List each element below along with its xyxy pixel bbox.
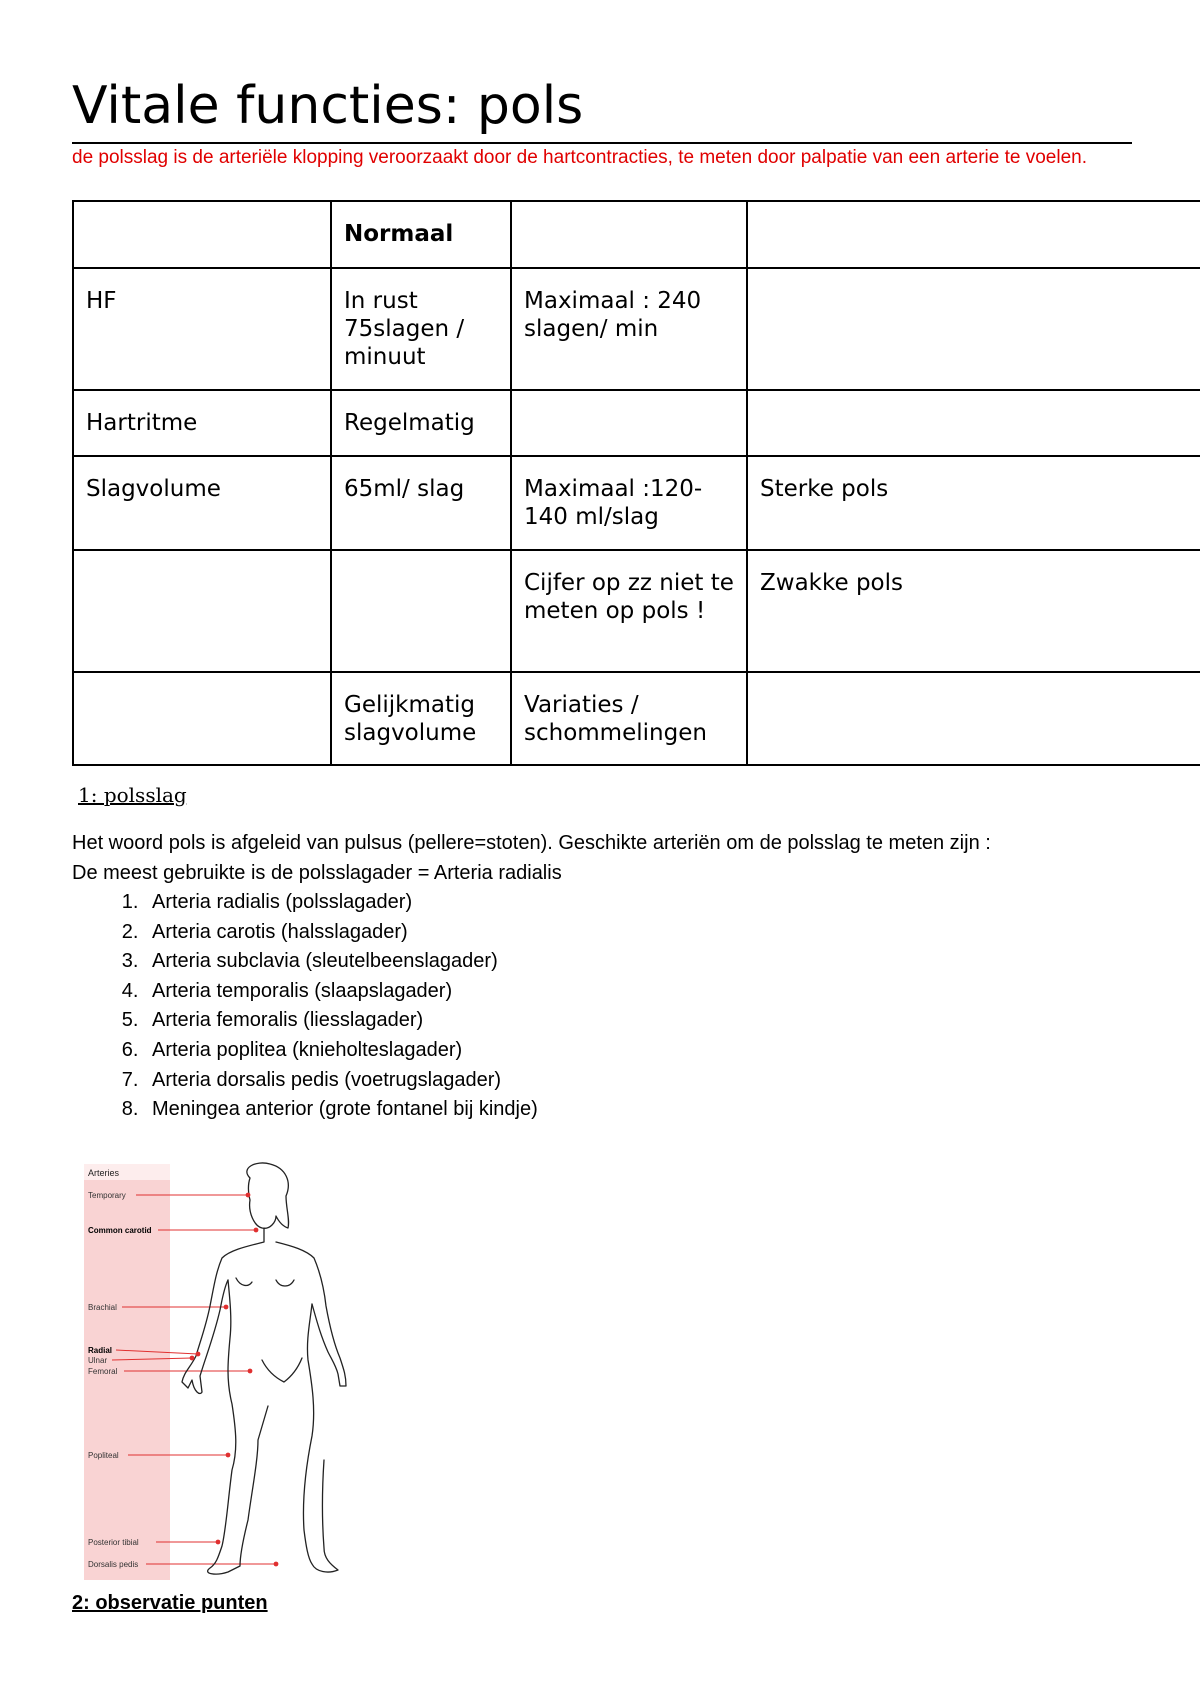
table-cell [73, 550, 331, 672]
table-cell: Slagvolume [73, 456, 331, 550]
list-item: 8. Meningea anterior (grote fontanel bij kindje) [144, 1095, 538, 1125]
label-common-carotid: Common carotid [88, 1226, 152, 1235]
list-item: 3. Arteria subclavia (sleutelbeenslagader) [144, 947, 538, 977]
label-popliteal: Popliteal [88, 1451, 119, 1460]
label-dorsalis-pedis: Dorsalis pedis [88, 1560, 139, 1569]
table-row [73, 390, 1200, 456]
table-cell: Regelmatig [331, 390, 511, 456]
table-row [73, 456, 1200, 550]
table-row [73, 550, 1200, 672]
intro-definition: de polsslag is de arteriële klopping veroorzaakt door de hartcontracties, te meten door palpatie van een arterie te voelen. [72, 147, 1087, 168]
list-item: 2. Arteria carotis (halsslagader) [144, 918, 538, 948]
table-cell: Maximaal :120-140 ml/slag [511, 456, 747, 550]
list-item: 5. Arteria femoralis (liesslagader) [144, 1006, 538, 1036]
page-title: Vitale functies: pols [72, 70, 1132, 144]
table-cell: HF [73, 268, 331, 390]
artery-list [104, 888, 538, 1125]
label-brachial: Brachial [88, 1303, 117, 1312]
table-cell: Cijfer op zz niet te meten op pols ! [511, 550, 747, 672]
vitals-table [72, 200, 1200, 766]
paragraph-line: De meest gebruikte is de polsslagader = Arteria radialis [72, 862, 562, 884]
label-radial: Radial [88, 1346, 113, 1355]
list-item: 4. Arteria temporalis (slaapslagader) [144, 977, 538, 1007]
paragraph-line: Het woord pols is afgeleid van pulsus (pellere=stoten). Geschikte arteriën om de polsslag te meten zijn : [72, 832, 991, 854]
section-heading-observatie: 2: observatie punten [72, 1592, 268, 1614]
table-cell: Maximaal : 240 slagen/ min [511, 268, 747, 390]
table-cell: Gelijkmatig slagvolume [331, 672, 511, 765]
label-temporary: Temporary [88, 1191, 126, 1200]
table-cell [73, 201, 331, 268]
figure-header: Arteries [88, 1168, 120, 1178]
label-ulnar: Ulnar [88, 1356, 108, 1365]
body-diagram [80, 1160, 380, 1580]
table-row [73, 201, 1200, 268]
label-posterior-tibial: Posterior tibial [88, 1538, 139, 1547]
table-cell [747, 390, 1200, 456]
pulse-points-figure [80, 1160, 380, 1580]
table-cell: Variaties / schommelingen [511, 672, 747, 765]
table-cell [747, 268, 1200, 390]
section-paragraph [72, 828, 1152, 888]
table-cell: Hartritme [73, 390, 331, 456]
pulse-point-markers [190, 1193, 279, 1567]
table-row [73, 268, 1200, 390]
table-cell: Zwakke pols [747, 550, 1200, 672]
table-cell [747, 201, 1200, 268]
table-row [73, 672, 1200, 765]
table-cell [511, 201, 747, 268]
table-cell: 65ml/ slag [331, 456, 511, 550]
table-cell: In rust 75slagen / minuut [331, 268, 511, 390]
table-cell [747, 672, 1200, 765]
table-header-normaal: Normaal [331, 201, 511, 268]
list-item: 1. Arteria radialis (polsslagader) [144, 888, 538, 918]
label-femoral: Femoral [88, 1367, 118, 1376]
table-cell: Sterke pols [747, 456, 1200, 550]
list-item: 6. Arteria poplitea (knieholteslagader) [144, 1036, 538, 1066]
section-heading-polsslag: 1: polsslag [78, 783, 187, 807]
body-outline [182, 1163, 346, 1574]
table-cell [511, 390, 747, 456]
table-cell [331, 550, 511, 672]
list-item: 7. Arteria dorsalis pedis (voetrugslagader) [144, 1066, 538, 1096]
table-cell [73, 672, 331, 765]
